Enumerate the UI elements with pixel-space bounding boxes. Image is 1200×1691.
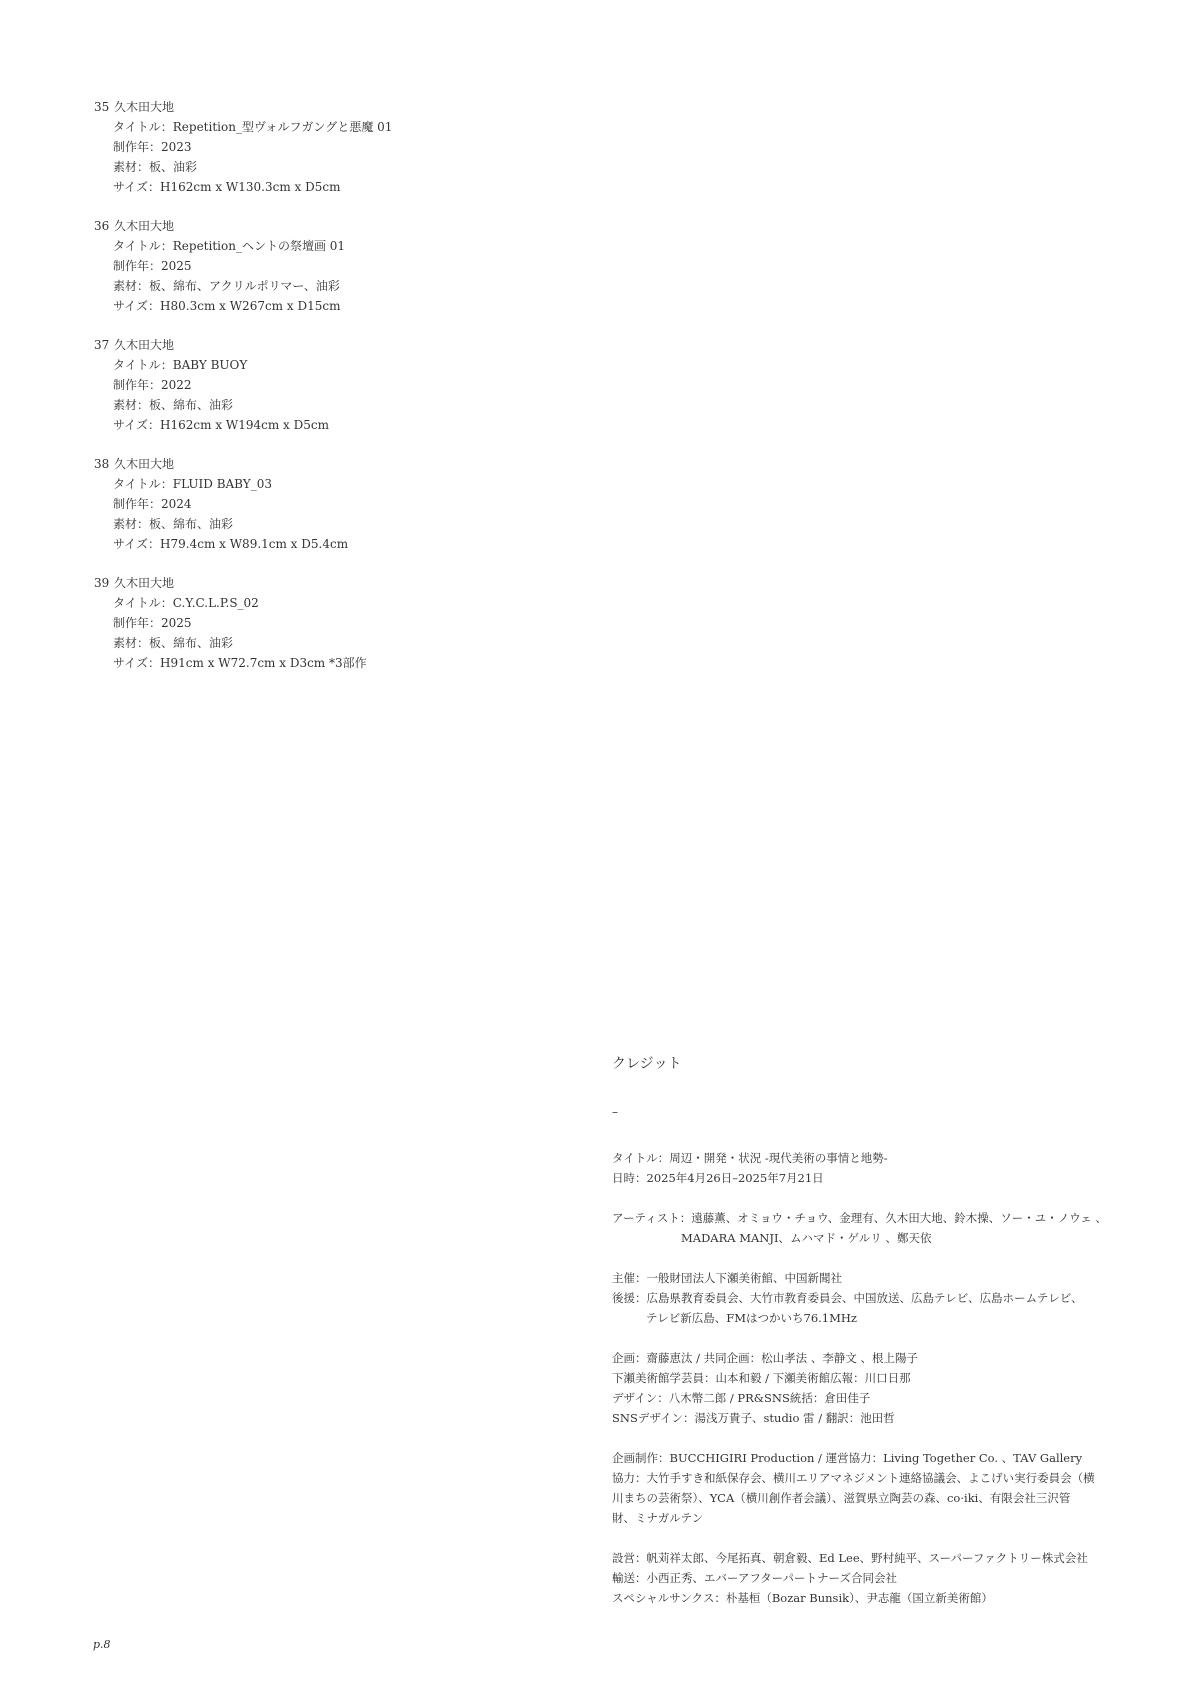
credit-thanks-line: スペシャルサンクス：朴基桓（Bozar Bunsik）、尹志龍（国立新美術館） — [612, 1591, 993, 1605]
work-material: 素材：板、綿布、油彩 — [113, 398, 234, 412]
credit-planning-line: 企画：齋藤恵汰 / 共同企画：松山孝法 、李静文 、根上陽子 — [612, 1351, 918, 1365]
work-number: 36 — [94, 219, 110, 233]
work-artist: 久木田大地 — [114, 457, 175, 471]
work-artist: 久木田大地 — [114, 338, 175, 352]
work-item-35 — [94, 97, 614, 197]
work-title: タイトル：BABY BUOY — [113, 358, 248, 372]
work-artist: 久木田大地 — [114, 219, 175, 233]
credit-transport-line: 輸送：小西正秀、エバーアフターパートナーズ合同会社 — [612, 1571, 897, 1585]
work-item-39 — [94, 573, 614, 673]
work-material: 素材：板、綿布、油彩 — [113, 517, 234, 531]
work-number: 39 — [94, 576, 110, 590]
credit-artists-line: アーティスト：遠藤薫、オミョウ・チョウ、金理有、久木田大地、鈴木操、ソー・ユ・ノウェ 、 — [612, 1211, 1107, 1225]
credit-production-line: 川まちの芸術祭）、YCA（横川創作者会議）、滋賀県立陶芸の森、co·iki、有限会社三沢管 — [612, 1491, 1071, 1505]
work-size: サイズ：H91cm x W72.7cm x D3cm *3部作 — [113, 656, 367, 670]
work-artist: 久木田大地 — [114, 100, 175, 114]
page-number: p.8 — [93, 1638, 111, 1651]
work-material: 素材：板、油彩 — [113, 160, 198, 174]
credit-production-line: 企画制作：BUCCHIGIRI Production / 運営協力：Living Together Co. 、TAV Gallery — [612, 1451, 1083, 1465]
work-number: 38 — [94, 457, 110, 471]
work-artist: 久木田大地 — [114, 576, 175, 590]
credit-planning-line: 下瀬美術館学芸員：山本和毅 / 下瀬美術館広報：川口日那 — [612, 1371, 911, 1385]
credit-host-line: 主催：一般財団法人下瀬美術館、中国新聞社 — [612, 1271, 842, 1285]
credits-dash: – — [612, 1105, 618, 1119]
credit-support-line: テレビ新広島、FMはつかいち76.1MHz — [646, 1311, 857, 1325]
work-year: 制作年：2025 — [113, 616, 192, 630]
credits-section — [612, 1054, 1132, 1608]
work-material: 素材：板、綿布、アクリルポリマー、油彩 — [113, 279, 340, 293]
credits-installation-block — [612, 1548, 1132, 1608]
work-year: 制作年：2022 — [113, 378, 192, 392]
work-size: サイズ：H162cm x W194cm x D5cm — [113, 418, 329, 432]
credits-exhibition-block — [612, 1148, 1132, 1188]
credit-title-line: タイトル：周辺・開発・状況 -現代美術の事情と地勢- — [612, 1151, 888, 1165]
work-size: サイズ：H162cm x W130.3cm x D5cm — [113, 180, 341, 194]
work-size: サイズ：H79.4cm x W89.1cm x D5.4cm — [113, 537, 349, 551]
credit-planning-line: デザイン：八木幣二郎 / PR&SNS統括：倉田佳子 — [612, 1391, 871, 1405]
work-number: 35 — [94, 100, 110, 114]
work-item-38 — [94, 454, 614, 554]
works-list — [94, 97, 614, 692]
credit-planning-line: SNSデザイン：湯浅万貴子、studio 雷 / 翻訳：池田哲 — [612, 1411, 895, 1425]
work-year: 制作年：2025 — [113, 259, 192, 273]
work-size: サイズ：H80.3cm x W267cm x D15cm — [113, 299, 341, 313]
work-title: タイトル：Repetition_型ヴォルフガングと悪魔 01 — [113, 120, 393, 134]
work-title: タイトル：FLUID BABY_03 — [113, 477, 272, 491]
credit-installation-line: 設営：帆苅祥太郎、今尾拓真、朝倉毅、Ed Lee、野村純平、スーパーファクトリー株式会社 — [612, 1551, 1088, 1565]
work-item-37 — [94, 335, 614, 435]
credit-date-line: 日時：2025年4月26日–2025年7月21日 — [612, 1171, 824, 1185]
credits-artists-block — [612, 1208, 1132, 1248]
credits-production-block — [612, 1448, 1132, 1528]
work-material: 素材：板、綿布、油彩 — [113, 636, 234, 650]
credits-organizer-block — [612, 1268, 1132, 1328]
credit-artists-line: MADARA MANJI、ムハマド・ゲルリ 、鄭天依 — [681, 1231, 932, 1245]
credit-support-line: 後援：広島県教育委員会、大竹市教育委員会、中国放送、広島テレビ、広島ホームテレビ、 — [612, 1291, 1083, 1305]
credits-heading: クレジット — [612, 1056, 682, 1072]
work-number: 37 — [94, 338, 110, 352]
work-item-36 — [94, 216, 614, 316]
work-title: タイトル：Repetition_ヘントの祭壇画 01 — [113, 239, 346, 253]
work-year: 制作年：2023 — [113, 140, 192, 154]
credit-production-line: 財、ミナガルテン — [612, 1511, 704, 1525]
work-title: タイトル：C.Y.C.L.P.S_02 — [113, 596, 259, 610]
credits-planning-block — [612, 1348, 1132, 1428]
work-year: 制作年：2024 — [113, 497, 192, 511]
credit-production-line: 協力：大竹手すき和紙保存会、横川エリアマネジメント連絡協議会、よこげい実行委員会（横 — [612, 1471, 1095, 1485]
